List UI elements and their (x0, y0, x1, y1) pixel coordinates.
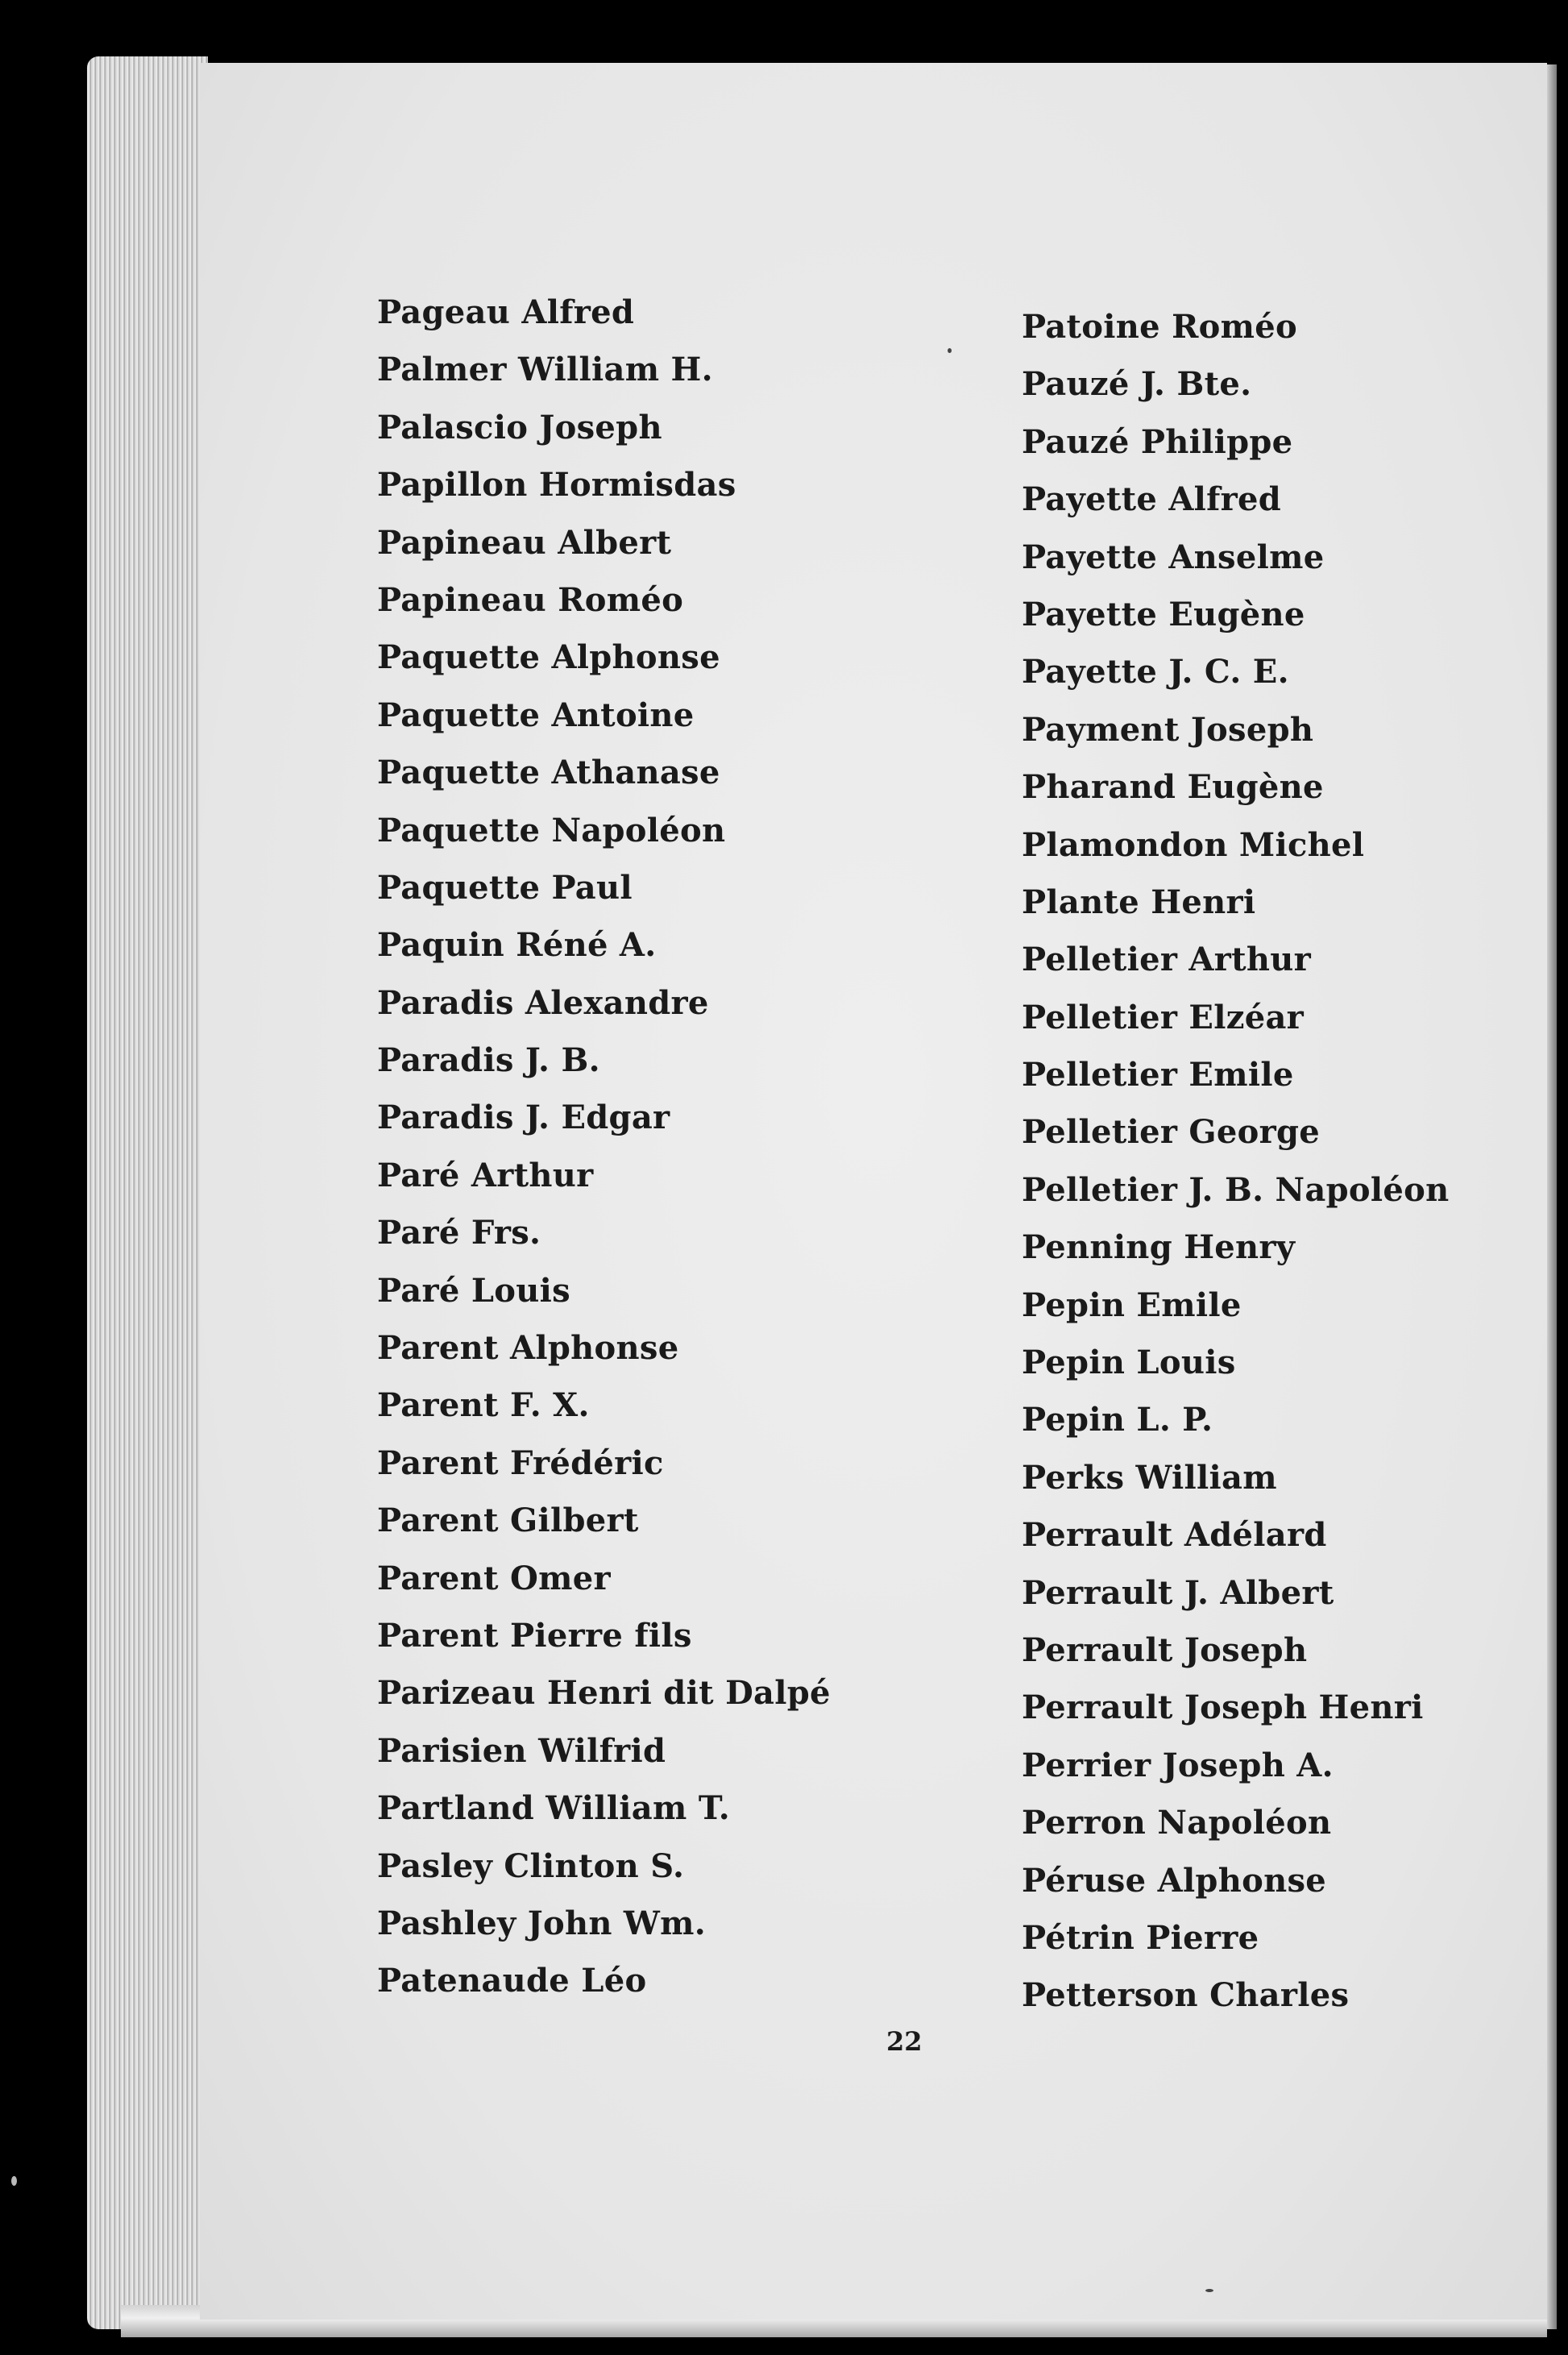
list-item: Paquin Réné A. (377, 926, 657, 965)
list-item: Parent Gilbert (377, 1501, 639, 1540)
list-item: Palmer William H. (377, 351, 713, 389)
list-item: Pelletier J. B. Napoléon (1022, 1170, 1450, 1209)
list-item: Papineau Albert (377, 523, 672, 562)
list-item: Pageau Alfred (377, 293, 635, 331)
list-item: Pelletier George (1022, 1113, 1320, 1152)
right-name-column (1022, 298, 1449, 2025)
list-item: Penning Henry (1022, 1228, 1296, 1267)
list-item: Payment Joseph (1022, 710, 1314, 749)
list-item: Pelletier Elzéar (1022, 998, 1305, 1036)
list-item: Perrier Joseph A. (1022, 1746, 1334, 1784)
list-item: Pharand Eugène (1022, 768, 1324, 807)
list-item: Perrault Joseph (1022, 1630, 1308, 1669)
list-item: Papillon Hormisdas (377, 466, 736, 505)
list-item: Pasley Clinton S. (377, 1846, 685, 1885)
list-item: Perrault J. Albert (1022, 1573, 1334, 1612)
list-item: Paquette Napoléon (377, 811, 726, 849)
list-item: Partland William T. (377, 1789, 730, 1828)
list-item: Payette Eugène (1022, 595, 1305, 633)
list-item: Paquette Antoine (377, 696, 695, 734)
left-name-column (377, 284, 831, 2010)
list-item: Péruse Alphonse (1022, 1861, 1327, 1900)
list-item: Plante Henri (1022, 883, 1256, 921)
list-item: Perrault Joseph Henri (1022, 1688, 1424, 1727)
list-item: Papineau Roméo (377, 580, 684, 619)
list-item: Pelletier Emile (1022, 1056, 1294, 1094)
list-item: Pelletier Arthur (1022, 941, 1312, 979)
list-item: Paquette Athanase (377, 754, 720, 792)
list-item: Paré Arthur (377, 1156, 594, 1194)
list-item: Paradis J. B. (377, 1041, 600, 1080)
list-item: Paré Louis (377, 1271, 570, 1310)
list-item: Pepin Emile (1022, 1285, 1242, 1324)
list-item: Pashley John Wm. (377, 1904, 707, 1942)
list-item: Payette Anselme (1022, 538, 1325, 576)
list-item: Pepin Louis (1022, 1344, 1236, 1382)
list-item: Perrault Adélard (1022, 1516, 1327, 1555)
list-item: Pauzé Philippe (1022, 422, 1293, 461)
page-right-edge (1547, 64, 1557, 2329)
list-item: Parent Pierre fils (377, 1616, 692, 1655)
list-item: Paquette Paul (377, 868, 633, 907)
list-item: Patoine Roméo (1022, 308, 1298, 346)
list-item: Pepin L. P. (1022, 1401, 1213, 1439)
list-item: Perks William (1022, 1458, 1277, 1497)
ink-speck (1205, 2289, 1213, 2292)
list-item: Paradis J. Edgar (377, 1099, 670, 1137)
list-item: Parent F. X. (377, 1386, 590, 1425)
list-item: Petterson Charles (1022, 1976, 1350, 2015)
list-item: Pauzé J. Bte. (1022, 365, 1252, 404)
list-item: Paquette Alphonse (377, 638, 720, 677)
list-item: Parizeau Henri dit Dalpé (377, 1674, 831, 1713)
list-item: Parent Omer (377, 1559, 611, 1597)
list-item: Paradis Alexandre (377, 983, 709, 1022)
list-item: Payette J. C. E. (1022, 653, 1289, 692)
list-item: Parisien Wilfrid (377, 1731, 666, 1770)
list-item: Paré Frs. (377, 1214, 541, 1252)
ink-speck (948, 348, 952, 353)
list-item: Palascio Joseph (377, 408, 662, 446)
page-edges (87, 56, 208, 2329)
list-item: Pétrin Pierre (1022, 1918, 1259, 1957)
ink-speck (11, 2176, 17, 2186)
page-number: 22 (886, 2026, 923, 2057)
list-item: Patenaude Léo (377, 1962, 647, 2000)
list-item: Parent Frédéric (377, 1443, 664, 1482)
list-item: Payette Alfred (1022, 480, 1282, 519)
list-item: Parent Alphonse (377, 1329, 679, 1368)
list-item: Perron Napoléon (1022, 1804, 1332, 1842)
list-item: Plamondon Michel (1022, 825, 1365, 864)
